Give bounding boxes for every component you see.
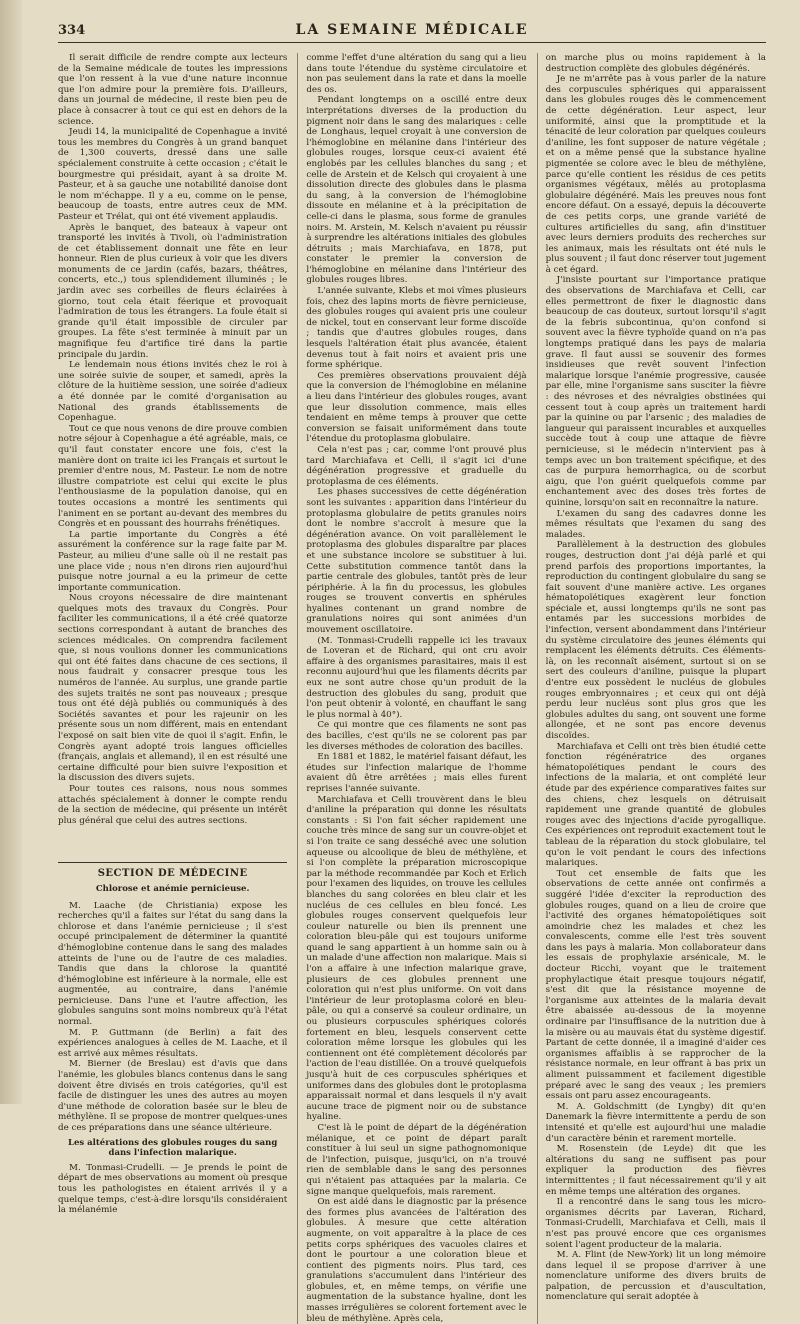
paragraph-tonmasi: M. Tonmasi-Crudelli. — Je prends le point de départ de mes observations au moment où presque tous les pathologistes en étaient arrivés il y a quelque temps, c'est-à-dire lorsqu'ils considéraient la mélanémie	[58, 1162, 288, 1216]
paragraph: Je ne m'arrête pas à vous parler de la nature des corpuscules sphériques qui apparaissent dans les globules rouges dès le commencement de cette dégénération. Leur aspect, leur uniformité, ainsi que la promptitude et la ténacité de leur coloration par quelques couleurs d'aniline, les font supposer de nature végétale ; et on a même pensé que la substance hyaline pigmentée se colore avec le bleu de méthylène, parce qu'elle contient les résidus de ces petits organismes végétaux, mêlés au protoplasma globulaire dégénéré. Mais les preuves nous font encore défaut. On a essayé, depuis la découverte de ces petits corps, une grande variété de cultures artificielles du sang, afin d'instituer avec leurs derniers produits des recherches sur les animaux, mais les résultats ont été nuls le plus souvent ; il faut donc réserver tout jugement à cet égard.	[545, 74, 766, 275]
paragraph-guttmann: M. P. Guttmann (de Berlin) a fait des expériences analogues à celles de M. Laache, et il est arrivé aux mêmes résultats.	[58, 1027, 288, 1059]
paragraph: Il a rencontré dans le sang tous les micro-organismes décrits par Laveran, Richard, Tonmasi-Crudelli, Marchiafava et Celli, mais il n'est pas prouvé encore que ces organismes soient l'agent producteur de la malaria.	[545, 1197, 766, 1250]
paragraph: Marchiafava et Celli ont très bien étudié cette fonction régénératrice des organes hématopoïétiques pendant le cours des infections de la malaria, et ont complété leur étude par des expérience comparatives faites sur des chiens, chez lesquels on détruisait rapidement une grande quantité de globules rouges avec des injections d'acide pyrogallique. Ces expériences ont reproduit exactement tout le tableau de la réparation du stock globulaire, tel qu'on le voit pendant le cours des infections malariques.	[545, 741, 766, 869]
paragraph: Ce qui montre que ces filaments ne sont pas des bacilles, c'est qu'ils ne se colorent pas par les diverses méthodes de coloration des bacilles.	[306, 720, 527, 752]
paragraph: La partie importante du Congrès a été assurément la conférence sur la rage faite par M. Pasteur, au milieu d'une salle où il ne restait pas une place vide ; nous n'en dirons rien aujourd'hui puisque notre journal a eu la primeur de cette importante communication.	[58, 529, 288, 593]
paragraph: J'insiste pourtant sur l'importance pratique des observations de Marchiafava et Celli, car elles permettront de fixer le diagnostic dans beaucoup de cas douteux, surtout lorsqu'il s'agit de la febris subcontinua, qu'on confond si souvent avec la fièvre typhoïde quand on n'a pas longtemps pratiqué dans les pays de malaria grave. Il faut aussi se souvenir des formes insidieuses que revêt souvent l'infection malarique lorsque l'anémie progressive, causée par elle, mine l'organisme sans susciter la fièvre : des névroses et des névralgies obstinées qui cessent tout à coup après un traitement hardi par la quinine ou par l'arsenic ; des maladies de langueur qui paraissent incurables et auxquelles succède tout à coup une attaque de fièvre pernicieuse, si le médecin n'intervient pas à temps avec un bon traitement spécifique, et des cas de purpura hemorrhagica, ou de scorbut aigu, que l'on guérit quelquefois comme par enchantement avec des doses très fortes de quinine, lorsqu'on sait en reconnaître la nature.	[545, 275, 766, 508]
page-number: 334	[58, 23, 86, 38]
paragraph-laache: M. Laache (de Christiania) expose les recherches qu'il a faites sur l'état du sang dans la chlorose et dans l'anémie pernicieuse ; il s'est occupé principalement de déterminer la quantité d'hémoglobine contenue dans le sang des malades atteints de l'une ou de l'autre de ces maladies. Tandis que dans la chlorose la quantité d'hémoglobine est inférieure à la normale, elle est augmentée, au contraire, dans l'anémie pernicieuse. Dans l'une et l'autre affection, les globules sanguins sont moins nombreux qu'à l'état normal.	[58, 900, 288, 1028]
paragraph: Parallèlement à la destruction des globules rouges, destruction dont j'ai déjà parlé et qui prend parfois des proportions importantes, la reproduction du contingent globulaire du sang se fait souvent d'une manière active. Les organes hématopoïétiques exagèrent leur fonction spéciale et, aussi longtemps qu'ils ne sont pas entamés par les successions morbides de l'infection, versent abondamment dans l'intérieur du système circulatoire des jeunes éléments qui remplacent les éléments détruits. Ces éléments-là, on les reconnaît aisément, surtout si on se sert des couleurs d'aniline, puisque la plupart d'entre eux possèdent le nucléus de globules rouges embryonnaires ; et ceux qui ont déjà perdu leur nucléus sont plus gros que les globules adultes du sang, ont souvent une forme allongée, et ne sont pas encore devenus discoïdes.	[545, 540, 766, 741]
column-right	[537, 53, 766, 1324]
section-heading: SECTION DE MÉDECINE	[58, 862, 287, 880]
paragraph: Pour toutes ces raisons, nous nous sommes attachés spécialement à donner le compte rendu de la section de médecine, qui présente un intérêt plus général que celui des autres sections.	[58, 783, 288, 826]
paragraph-flint: M. A. Flint (de New-York) lit un long mémoire dans lequel il se propose d'arriver à une nomenclature uniforme des divers bruits de palpation, de percussion et d'auscultation, nomenclature qui serait adoptée à	[545, 1250, 766, 1303]
journal-title: LA SEMAINE MÉDICALE	[295, 22, 529, 38]
paragraph: Ces premières observations prouvaient déjà que la conversion de l'hémoglobine en mélanine a lieu dans l'intérieur des globules rouges, avant que leur dissolution commence, mais elles tendaient en même temps à prouver que cette conversion se faisait uniformément dans toute l'étendue du protoplasma globulaire.	[306, 370, 527, 445]
paragraph: Marchiafava et Celli trouvèrent dans le bleu d'aniline la préparation qui donne les résultats constants : Si l'on fait sécher rapidement une couche très mince de sang sur un couvre-objet et si l'on traite ce sang desséché avec une solution aqueuse ou alcoolique de bleu de méthylène, et si l'on complète la préparation microscopique par la méthode recommandée par Koch et Erlich pour l'examen des liquides, on trouve les cellules blanches du sang colorées en bleu clair et les nucléus de ces cellules en bleu foncé. Les globules rouges conservent quelquefois leur couleur naturelle ou bien ils prennent une coloration bleu-pâle qui est toujours uniforme quand le sang appartient à un homme sain ou à un malade d'une affection non malarique. Mais si l'on a affaire à une infection malarique grave, plusieurs de ces globules prennent une coloration qui n'est plus uniforme. On voit dans l'intérieur de leur protoplasma coloré en bleu-pâle, ou qui a conservé sa couleur ordinaire, un ou plusieurs corpuscules sphériques colorés fortement en bleu, lesquels conservent cette coloration même lorsque les globules qui les contiennent ont été complètement décolorés par l'action de l'eau distillée. On a trouvé quelquefois jusqu'à huit de ces corpuscules sphériques et uniformes dans des globules dont le protoplasma apparaissait normal et dans lesquels il n'y avait aucune trace de pigment noir ou de substance hyaline.	[306, 794, 527, 1123]
running-header	[58, 22, 766, 43]
paragraph: On est aidé dans le diagnostic par la présence des formes plus avancées de l'altération des globules. À mesure que cette altération augmente, on voit apparaître à la place de ces petits corps sphériques des vacuoles claires et dont le pourtour a une coloration bleue et contient des pigments noirs. Plus tard, ces granulations s'accumulent dans l'intérieur des globules, et, en même temps, on vérifie une augmentation de la substance hyaline, dont les masses irrégulières se colorent fortement avec le bleu de méthylène. Après cela,	[306, 1197, 527, 1324]
paragraph: Nous croyons nécessaire de dire maintenant quelques mots des travaux du Congrès. Pour faciliter les communications, il a été créé quatorze sections correspondant à autant de branches des sciences médicales. On comprendra facilement que, si nous voulions donner les communications qui ont été faites dans chacune de ces sections, il nous faudrait y consacrer presque tous les numéros de l'année. Au surplus, une grande partie des sujets traités ne sont pas nouveaux ; presque tous ont été déjà publiés ou communiqués à des Sociétés savantes et pour les rajeunir on les présente sous un nom différent, mais en entendant l'exposé on sait bien vite de quoi il s'agit. Enfin, le Congrès ayant adopté trois langues officielles (français, anglais et allemand), il en est résulté une certaine difficulté pour bien suivre l'exposition et la discussion des divers sujets.	[58, 593, 288, 784]
paragraph-rosenstein: M. Rosenstein (de Leyde) dit que les altérations du sang ne suffisent pas pour expliquer la production des fièvres intermittentes ; il faut nécessairement qu'il y ait en même temps une altération des organes.	[545, 1144, 766, 1197]
paragraph: Tout ce que nous venons de dire prouve combien notre séjour à Copenhague a été agréable, mais, ce qu'il faut constater encore une fois, c'est la manière dont on traite ici les Français et surtout le premier d'entre nous, M. Pasteur. Le nom de notre illustre compatriote est celui qui excite le plus l'enthousiasme de la population danoise, qui en toutes occasions a montré les sentiments qui l'animent en se portant au-devant des membres du Congrès et en poussant des hourrahs frénétiques.	[58, 423, 288, 530]
paragraph: Il serait difficile de rendre compte aux lecteurs de la Semaine médicale de toutes les impressions que l'on ressent à la vue d'une nature inconnue que l'on admire pour la première fois. D'ailleurs, dans un journal de médecine, il reste bien peu de place à consacrer à tout ce qui est en dehors de la science.	[58, 53, 288, 127]
section-subheading-malaria: Les altérations des globules rouges du sang dans l'infection malarique.	[68, 1137, 278, 1159]
paragraph: Jeudi 14, la municipalité de Copenhague a invité tous les membres du Congrès à un grand banquet de 1,300 couverts, dressé dans une salle spécialement construite à cette occasion ; c'était le bourgmestre qui présidait, ayant à sa droite M. Pasteur, et à sa gauche une notabilité danoise dont le nom m'échappe. Il y a eu, comme on le pense, beaucoup de toasts, entre autres ceux de MM. Pasteur et Trélat, qui ont été vivement applaudis.	[58, 127, 288, 222]
paragraph: L'examen du sang des cadavres donne les mêmes résultats que l'examen du sang des malades.	[545, 508, 766, 540]
paragraph-bierner: M. Bierner (de Breslau) est d'avis que dans l'anémie, les globules blancs contenus dans le sang doivent être divisés en trois catégories, qu'il est facile de distinguer les unes des autres au moyen d'une méthode de coloration basée sur le bleu de méthylène. Il se propose de montrer quelques-unes de ces préparations dans une séance ultérieure.	[58, 1059, 288, 1133]
paragraph: on marche plus ou moins rapidement à la destruction complète des globules dégénérés.	[545, 53, 766, 74]
paragraph: C'est là le point de départ de la dégénération mélanique, et ce point de départ paraît constituer à lui seul un signe pathognomonique de l'infection, puisque, jusqu'ici, on n'a trouvé rien de semblable dans le sang des personnes qui n'étaient pas attaquées par la malaria. Ce signe manque quelquefois, mais rarement.	[306, 1122, 527, 1197]
paragraph: Cela n'est pas ; car, comme l'ont prouvé plus tard Marchiafava et Celli, il s'agit ici d'une dégénération progressive et graduelle du protoplasma de ces éléments.	[306, 444, 527, 487]
binding-edge	[0, 0, 22, 1104]
paragraph-goldschmitt: M. A. Goldschmitt (de Lyngby) dit qu'en Danemark la fièvre intermittente a perdu de son intensité et qu'elle est aujourd'hui une maladie d'un caractère bénin et rarement mortelle.	[545, 1101, 766, 1144]
column-middle	[297, 53, 526, 1324]
section-subheading: Chlorose et anémie pernicieuse.	[95, 883, 250, 894]
text-columns	[58, 53, 766, 1324]
paragraph: Tout cet ensemble de faits que les observations de cette année ont confirmés a suggéré l'idée d'exciter la reproduction des globules rouges, quand on a lieu de croire que l'activité des organes hématopoïétiques soit amoindrie chez les malades et chez les convalescents, comme elle l'est très souvent dans les pays à malaria. Mon collaborateur dans les essais de prophylaxie arsénicale, M. le docteur Ricchi, voyant que le traitement prophylactique était presque toujours négatif, s'est dit que la résistance moyenne de l'organisme aux atteintes de la malaria devait être abaissée au-dessous de la moyenne ordinaire par l'insuffisance de la nutrition due à la misère ou au mauvais état du système digestif. Partant de cette donnée, il a imaginé d'aider ces organismes affaiblis à se rapprocher de la résistance normale, en leur offrant à bas prix un aliment puissamment et facilement digestible préparé avec le sang des veaux ; les premiers essais ont paru assez encourageants.	[545, 868, 766, 1102]
column-left	[58, 53, 287, 1324]
paragraph: En 1881 et 1882, le matériel faisant défaut, les études sur l'infection malarique de l'homme avaient dû être arrêtées ; mais elles furent reprises l'année suivante.	[306, 752, 527, 794]
paragraph: Après le banquet, des bateaux à vapeur ont transporté les invités à Tivoli, où l'administration de cet établissement donnait une fête en leur honneur. Rien de plus curieux à voir que les divers monuments de ce jardin (cafés, bazars, théâtres, concerts, etc.,) tous splendidement illuminés ; le jardin avec ses corbeilles de fleurs éclairées à giorno, tout cela était féerique et provoquait l'admiration de tous les étrangers. La foule était si grande qu'il était impossible de circuler par groupes. La fête s'est terminée à minuit par un magnifique feu d'artifice tiré dans la partie principale du jardin.	[58, 222, 288, 360]
paragraph: L'année suivante, Klebs et moi vîmes plusieurs fois, chez des lapins morts de fièvre pernicieuse, des globules rouges qui avaient pris une couleur de nickel, tout en conservant leur forme discoïde ; tandis que d'autres globules rouges, dans lesquels l'altération était plus avancée, étaient devenus tout à fait noirs et avaient pris une forme sphérique.	[306, 286, 527, 371]
paragraph: Pendant longtemps on a oscillé entre deux interprétations diverses de la production du pigment noir dans le sang des malariques : celle de Longhaus, lequel croyait à une conversion de l'hémoglobine en mélanine dans l'intérieur des globules rouges, lorsque ceux-ci avaient été englobés par les cellules blanches du sang ; et celle de Arstein et de Kelsch qui croyaient à une dissolution directe des globules dans le plasma du sang, à la conversion de l'hémoglobine dissoute en mélanine et à la précipitation de celle-ci dans le plasma, sous forme de granules noirs. M. Arstein, M. Kelsch n'avaient pu réussir à surprendre les altérations initiales des globules détruits ; mais Marchiafava, en 1878, put constater le premier la conversion de l'hémoglobine en mélanine dans l'intérieur des globules rouges libres.	[306, 95, 527, 286]
paragraph: Les phases successives de cette dégénération sont les suivantes : apparition dans l'intérieur du protoplasma globulaire de petits granules noirs dont le nombre s'accroît à mesure que la dégénération avance. On voit parallèlement le protoplasma des globules disparaître par places et une substance incolore se substituer à lui. Cette substitution commence tantôt dans la partie centrale des globules, tantôt près de leur périphérie. À la fin du processus, les globules rouges se trouvent convertis en sphérules hyalines contenant un grand nombre de granulations noires qui sont animées d'un mouvement oscillatoire.	[306, 487, 527, 636]
paragraph: comme l'effet d'une altération du sang qui a lieu dans toute l'étendue du système circulatoire et non pas seulement dans la rate et dans la moelle des os.	[306, 53, 527, 95]
paragraph: Le lendemain nous étions invités chez le roi à une soirée suivie de souper, et samedi, après la clôture de la huitième session, une soirée d'adieux a été donnée par le comité d'organisation au National des grands établissements de Copenhague.	[58, 360, 288, 424]
paragraph: (M. Tonmasi-Crudelli rappelle ici les travaux de Loveran et de Richard, qui ont cru avoir affaire à des organismes parasitaires, mais il est reconnu aujourd'hui que les filaments décrits par eux ne sont autre chose qu'un produit de la destruction des globules du sang, produit que l'on peut obtenir à volonté, en chauffant le sang le plus normal à 40°).	[306, 635, 527, 720]
